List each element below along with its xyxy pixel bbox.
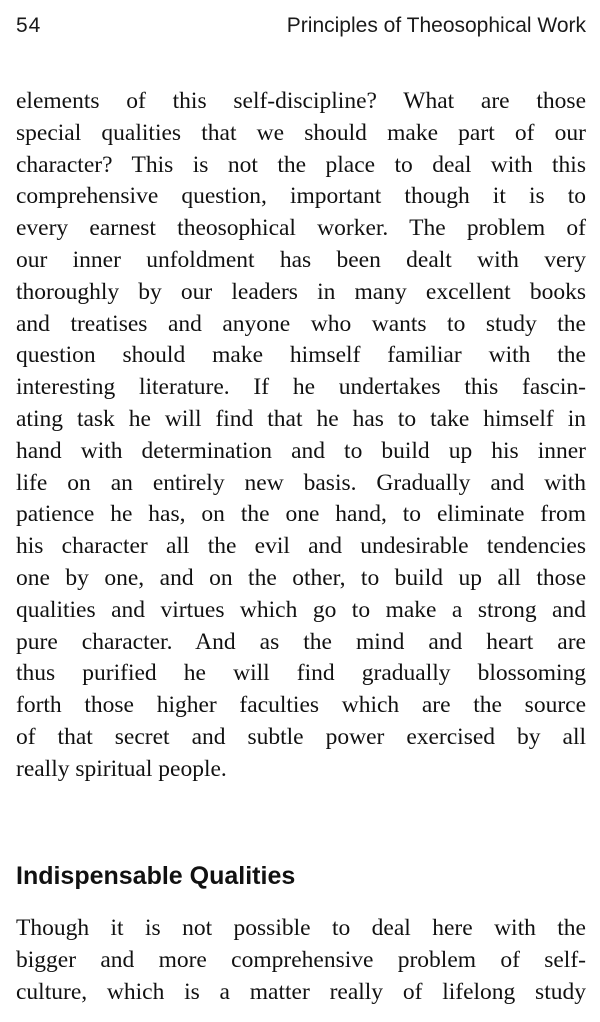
text-line: bigger and more comprehensive problem of self- <box>16 946 586 973</box>
text-line: qualities and virtues which go to make a strong and <box>16 596 586 623</box>
text-line: special qualities that we should make part of our <box>16 119 586 146</box>
running-title: Principles of Theosophical Work <box>286 14 586 37</box>
text-line: really spiritual people. <box>16 755 227 782</box>
page-number: 54 <box>16 14 42 37</box>
text-line: hand with determination and to build up his inner <box>16 437 586 464</box>
text-line: patience he has, on the one hand, to eliminate from <box>16 501 586 528</box>
text-line: character? This is not the place to deal with this <box>16 151 586 178</box>
text-line: Though it is not possible to deal here with the <box>16 915 586 941</box>
text-line: life on an entirely new basis. Gradually and with <box>16 469 586 496</box>
text-line: of that secret and subtle power exercised by all <box>16 723 586 750</box>
section-heading: Indispensable Qualities <box>16 862 296 890</box>
text-line: culture, which is a matter really of lifelong study <box>16 978 586 1005</box>
paragraph-self-culture <box>16 913 586 1008</box>
text-line: comprehensive question, important though it is to <box>16 183 586 210</box>
text-line: his character all the evil and undesirable tendencies <box>16 533 586 560</box>
text-line: one by one, and on the other, to build up all those <box>16 564 586 591</box>
text-line: every earnest theosophical worker. The problem of <box>16 215 586 242</box>
text-line: our inner unfoldment has been dealt with very <box>16 246 586 273</box>
running-head <box>16 14 586 46</box>
text-line: interesting literature. If he undertakes this fascin- <box>16 374 586 401</box>
text-line: thus purified he will find gradually blossoming <box>16 660 586 687</box>
text-line: thoroughly by our leaders in many excellent books <box>16 278 586 305</box>
text-line: elements of this self-discipline? What are those <box>16 88 586 114</box>
text-line: question should make himself familiar with the <box>16 342 586 369</box>
text-line: and treatises and anyone who wants to study the <box>16 310 586 337</box>
paragraph-self-discipline <box>16 86 586 786</box>
text-line: ating task he will find that he has to take himself in <box>16 405 586 432</box>
text-line: forth those higher faculties which are the source <box>16 692 586 719</box>
text-line: pure character. And as the mind and heart are <box>16 628 586 655</box>
